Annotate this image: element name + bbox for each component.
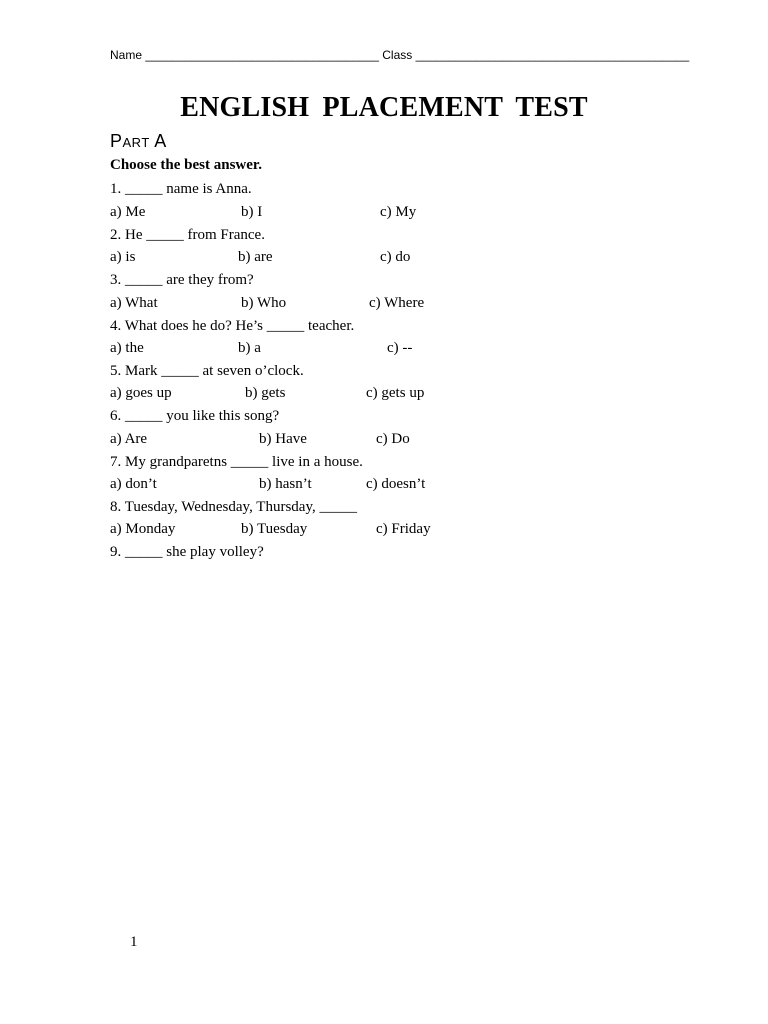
page-number: 1 [130, 934, 138, 950]
option-a: a) goes up [110, 385, 172, 401]
options-1 [110, 202, 510, 222]
options-5 [110, 383, 510, 403]
question-1: 1. _____ name is Anna. [110, 181, 252, 197]
instruction-text: Choose the best answer. [110, 157, 262, 173]
options-3 [110, 293, 510, 313]
question-3: 3. _____ are they from? [110, 272, 254, 288]
option-c: c) gets up [366, 385, 425, 401]
option-a: a) the [110, 340, 144, 356]
name-class-header: Name ___________________________________ Class _________________________________________ [110, 48, 690, 62]
option-b: b) Have [259, 431, 307, 447]
question-5: 5. Mark _____ at seven o’clock. [110, 363, 304, 379]
option-a: a) Monday [110, 521, 176, 537]
option-a: a) don’t [110, 476, 157, 492]
question-7: 7. My grandparetns _____ live in a house. [110, 454, 363, 470]
option-b: b) a [238, 340, 261, 356]
option-a: a) Me [110, 204, 146, 220]
options-6 [110, 429, 510, 449]
option-c: c) -- [387, 340, 413, 356]
question-9: 9. _____ she play volley? [110, 544, 264, 560]
option-c: c) doesn’t [366, 476, 426, 492]
question-4: 4. What does he do? He’s _____ teacher. [110, 318, 355, 334]
question-8: 8. Tuesday, Wednesday, Thursday, _____ [110, 499, 357, 515]
options-8 [110, 519, 510, 539]
option-b: b) Tuesday [241, 521, 308, 537]
option-b: b) hasn’t [259, 476, 312, 492]
option-a: a) is [110, 249, 136, 265]
option-a: a) Are [110, 431, 148, 447]
option-c: c) My [380, 204, 417, 220]
option-b: b) are [238, 249, 273, 265]
option-b: b) I [241, 204, 263, 220]
question-2: 2. He _____ from France. [110, 227, 265, 243]
options-2 [110, 247, 510, 267]
option-a: a) What [110, 295, 158, 311]
question-6: 6. _____ you like this song? [110, 408, 280, 424]
option-c: c) Where [369, 295, 425, 311]
option-b: b) gets [245, 385, 286, 401]
option-c: c) Friday [376, 521, 431, 537]
option-c: c) do [380, 249, 411, 265]
options-7 [110, 474, 510, 494]
page-title: ENGLISH PLACEMENT TEST [180, 92, 588, 123]
options-4 [110, 338, 510, 358]
option-c: c) Do [376, 431, 410, 447]
option-b: b) Who [241, 295, 287, 311]
part-heading: Part A [110, 131, 167, 151]
